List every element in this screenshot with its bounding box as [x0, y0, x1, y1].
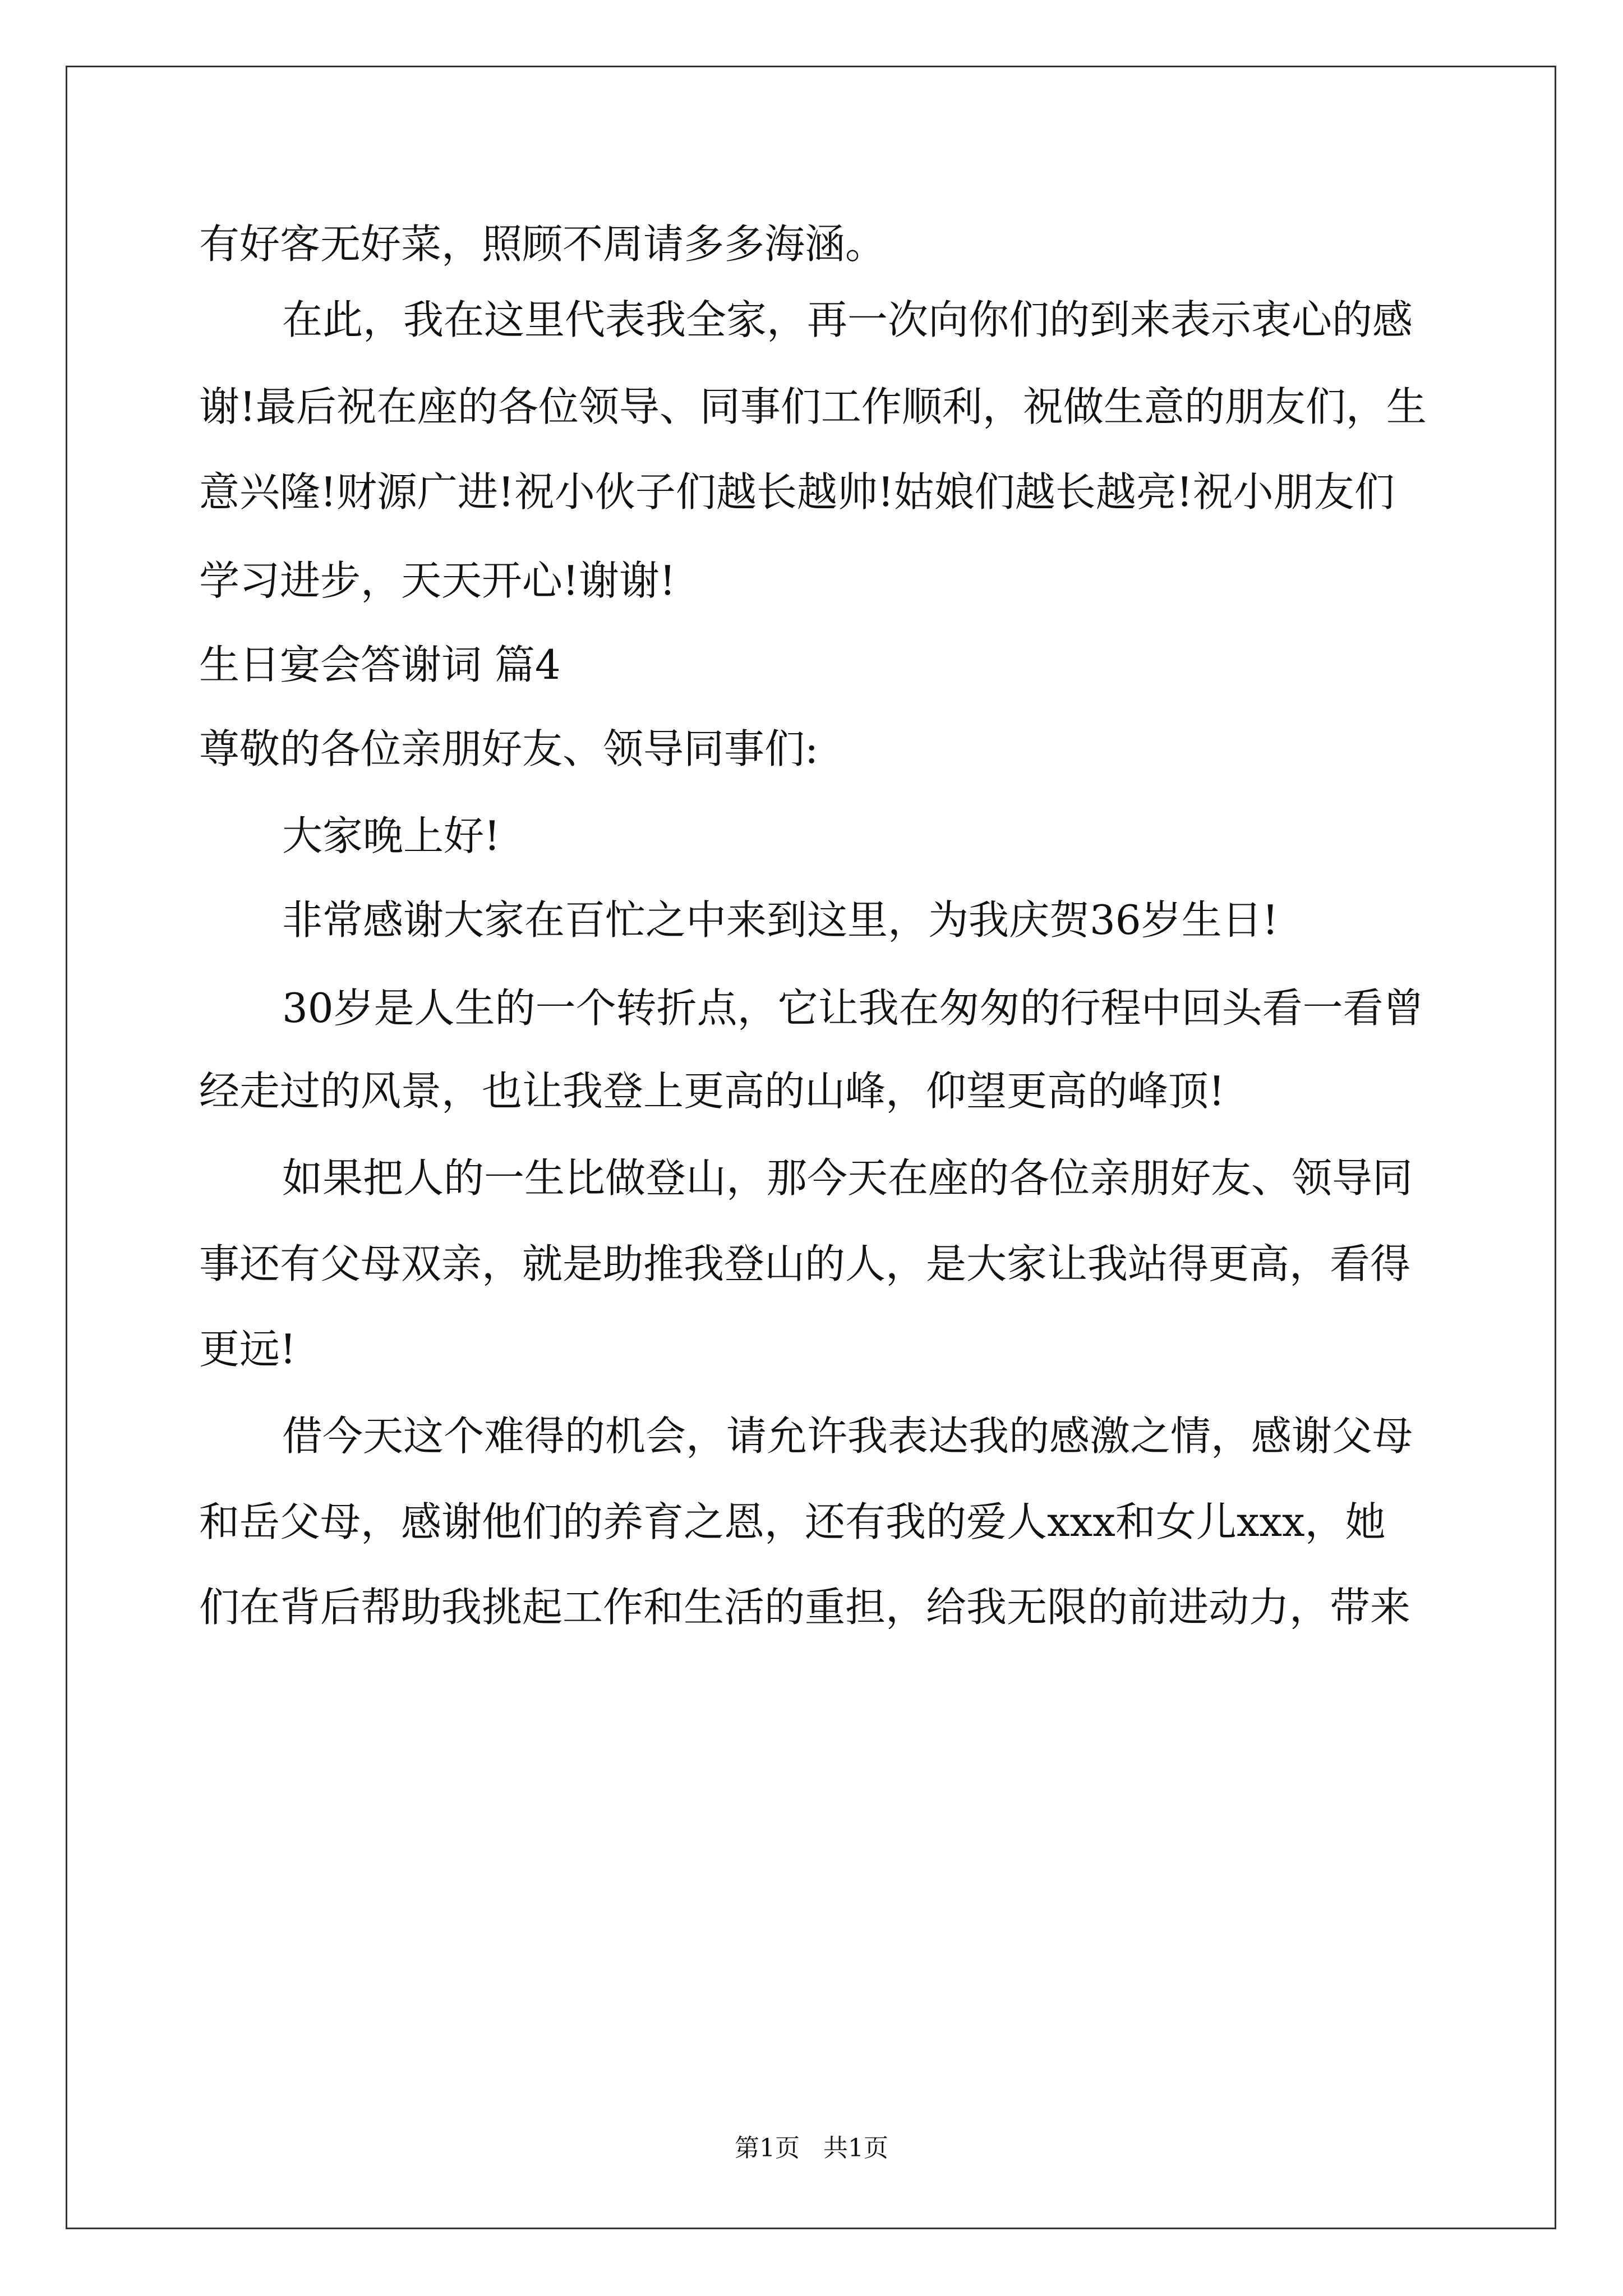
- page-number: 第1页: [735, 2134, 800, 2162]
- paragraph-line: 借今天这个难得的机会，请允许我表达我的感激之情，感谢父母: [282, 1412, 1413, 1460]
- paragraph-line: 非常感谢大家在百忙之中来到这里，为我庆贺36岁生日!: [282, 896, 1279, 944]
- page-footer: [0, 2132, 1623, 2165]
- total-pages: 共1页: [823, 2134, 888, 2162]
- paragraph-line: 事还有父母双亲，就是助推我登山的人，是大家让我站得更高，看得: [199, 1240, 1411, 1287]
- section-heading: 生日宴会答谢词 篇4: [199, 641, 561, 688]
- paragraph-line: 经走过的风景，也让我登上更高的山峰，仰望更高的峰顶!: [199, 1068, 1225, 1115]
- paragraph-line: 谢!最后祝在座的各位领导、同事们工作顺利，祝做生意的朋友们，生: [199, 383, 1427, 430]
- paragraph-line: 学习进步，天天开心!谢谢!: [199, 557, 676, 604]
- paragraph-line: 在此，我在这里代表我全家，再一次向你们的到来表示衷心的感: [282, 296, 1413, 343]
- salutation: 尊敬的各位亲朋好友、领导同事们:: [199, 725, 819, 772]
- paragraph-line: 和岳父母，感谢他们的养育之恩，还有我的爱人xxx和女儿xxx，她: [199, 1498, 1386, 1545]
- paragraph-line: 如果把人的一生比做登山，那今天在座的各位亲朋好友、领导同: [282, 1154, 1413, 1202]
- paragraph-line: 有好客无好菜，照顾不周请多多海涵。: [199, 220, 886, 268]
- paragraph-line: 意兴隆!财源广进!祝小伙子们越长越帅!姑娘们越长越亮!祝小朋友们: [199, 468, 1395, 516]
- paragraph-line: 大家晚上好!: [282, 812, 500, 859]
- paragraph-line: 更远!: [199, 1326, 296, 1373]
- paragraph-line: 们在背后帮助我挑起工作和生活的重担，给我无限的前进动力，带来: [199, 1584, 1411, 1631]
- paragraph-line: 30岁是人生的一个转折点，它让我在匆匆的行程中回头看一看曾: [282, 984, 1424, 1032]
